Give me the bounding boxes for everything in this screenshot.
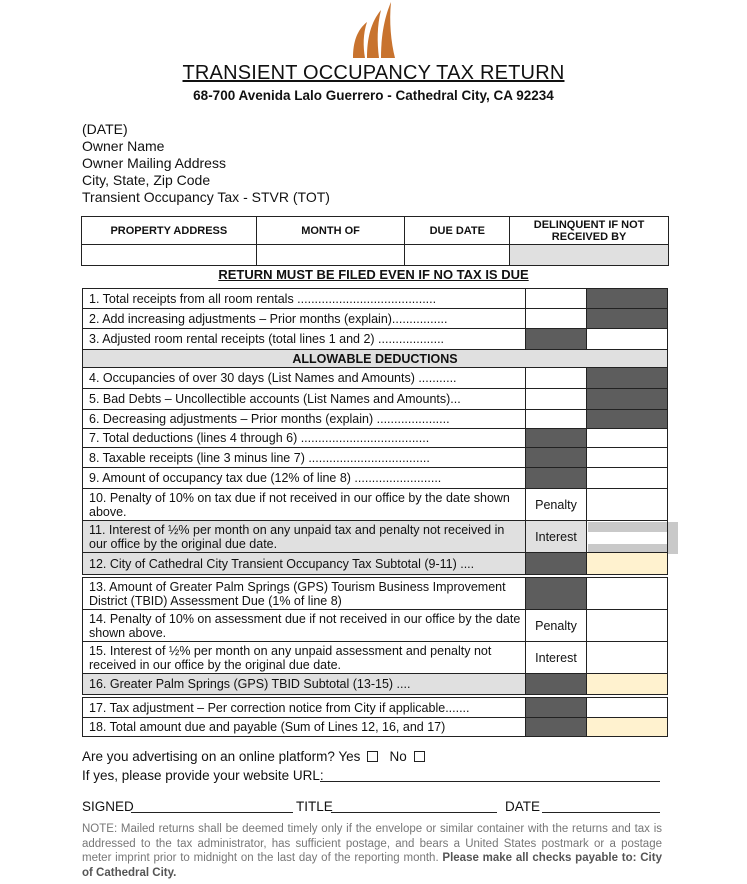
line-16-label: 16. Greater Palm Springs (GPS) TBID Subtotal (13-15) .... (83, 674, 526, 695)
line-3-label: 3. Adjusted room rental receipts (total lines 1 and 2) ................... (83, 329, 526, 350)
owner-mailing-address: Owner Mailing Address (82, 155, 226, 171)
line-9-shaded (526, 468, 587, 489)
line-15-label: 15. Interest of ½% per month on any unpaid assessment and penalty not received in our office by the original due date. (83, 642, 526, 674)
line-17-row (83, 698, 668, 718)
line-6-label: 6. Decreasing adjustments – Prior months (explain) ..................... (83, 410, 526, 429)
line-5-row (83, 389, 668, 410)
line-2-input[interactable] (526, 309, 587, 329)
line-4-row (83, 368, 668, 389)
line-5-input[interactable] (526, 389, 587, 410)
form-subtitle: 68-700 Avenida Lalo Guerrero - Cathedral City, CA 92234 (193, 88, 554, 103)
line-6-row (83, 410, 668, 429)
no-label: No (389, 749, 407, 764)
line-11-row (83, 521, 668, 553)
date-placeholder: (DATE) (82, 121, 128, 137)
advertising-question-text: Are you advertising on an online platform? Yes (82, 749, 361, 764)
line-10-penalty-label: Penalty (526, 489, 587, 521)
tax-type: Transient Occupancy Tax - STVR (TOT) (82, 189, 330, 205)
date-label: DATE (505, 799, 541, 814)
mailing-note-text: NOTE: Mailed returns shall be deemed timely only if the envelope or similar container with the returns and tax is addressed to the tax administrator, has sufficient postage, and bears a United States postmark or a postage meter imprint prior to midnight on the last day of the reporting month. (82, 823, 662, 864)
line-10-input[interactable] (587, 489, 668, 521)
line-14-input[interactable] (587, 610, 668, 642)
property-table (81, 216, 669, 266)
line-16-input[interactable] (587, 674, 668, 695)
line-10-row (83, 489, 668, 521)
line-5-shaded (587, 389, 668, 410)
line-17-label: 17. Tax adjustment – Per correction notice from City if applicable....... (83, 698, 526, 718)
line-18-label: 18. Total amount due and payable (Sum of Lines 12, 16, and 17) (83, 718, 526, 737)
mailing-note-bold: Please make all checks payable to: City of Cathedral City. (82, 852, 662, 879)
allowable-deductions-row (83, 350, 668, 368)
line-14-row (83, 610, 668, 642)
line-2-row (83, 309, 668, 329)
due-date-header: DUE DATE (405, 217, 510, 245)
line-2-shaded (587, 309, 668, 329)
city-state-zip: City, State, Zip Code (82, 172, 211, 188)
website-url-field[interactable] (320, 781, 660, 782)
line-8-input[interactable] (587, 448, 668, 468)
delinquent-header: DELINQUENT IF NOT RECEIVED BY (510, 217, 669, 245)
line-17-input[interactable] (587, 698, 668, 718)
line-3-input[interactable] (587, 329, 668, 350)
line-6-shaded (587, 410, 668, 429)
line-8-label: 8. Taxable receipts (line 3 minus line 7) ................................... (83, 448, 526, 468)
line-1-input[interactable] (526, 289, 587, 309)
owner-name: Owner Name (82, 138, 165, 154)
line-13-shaded (526, 578, 587, 610)
line-17-shaded (526, 698, 587, 718)
title-label: TITLE (296, 799, 333, 814)
line-9-label: 9. Amount of occupancy tax due (12% of line 8) ......................... (83, 468, 526, 489)
month-of-header: MONTH OF (256, 217, 405, 245)
line-15-input[interactable] (587, 642, 668, 674)
line-4-shaded (587, 368, 668, 389)
line-10-label: 10. Penalty of 10% on tax due if not received in our office by the date shown above. (83, 489, 526, 521)
line-1-shaded (587, 289, 668, 309)
line-13-row (83, 578, 668, 610)
signed-label: SIGNED (82, 799, 134, 814)
line-7-input[interactable] (587, 429, 668, 448)
website-question: If yes, please provide your website URL: (82, 768, 324, 783)
line-18-row (83, 718, 668, 737)
yes-checkbox[interactable] (367, 751, 378, 762)
line-9-input[interactable] (587, 468, 668, 489)
line-3-row (83, 329, 668, 350)
line-12-label: 12. City of Cathedral City Transient Occupancy Tax Subtotal (9-11) .... (83, 553, 526, 575)
line-12-input[interactable] (587, 553, 668, 575)
line-7-label: 7. Total deductions (lines 4 through 6) ..................................... (83, 429, 526, 448)
line-15-interest-label: Interest (526, 642, 587, 674)
line-13-input[interactable] (587, 578, 668, 610)
no-checkbox[interactable] (414, 751, 425, 762)
line-7-row (83, 429, 668, 448)
delinquent-field (510, 245, 669, 266)
line-11-input[interactable] (587, 521, 668, 553)
line-12-row (83, 553, 668, 575)
allowable-deductions-heading: ALLOWABLE DEDUCTIONS (83, 350, 668, 368)
line-16-shaded (526, 674, 587, 695)
line-14-penalty-label: Penalty (526, 610, 587, 642)
line-18-shaded (526, 718, 587, 737)
signature-field[interactable] (131, 812, 293, 813)
month-of-field[interactable] (256, 245, 405, 266)
line-5-label: 5. Bad Debts – Uncollectible accounts (List Names and Amounts)... (83, 389, 526, 410)
title-field[interactable] (331, 812, 497, 813)
line-18-input[interactable] (587, 718, 668, 737)
line-4-input[interactable] (526, 368, 587, 389)
filing-notice: RETURN MUST BE FILED EVEN IF NO TAX IS DUE (218, 267, 529, 282)
line-13-label: 13. Amount of Greater Palm Springs (GPS) Tourism Business Improvement District (TBID) Assessment Due (1% of line 8) (83, 578, 526, 610)
line-8-shaded (526, 448, 587, 468)
city-logo-icon (345, 2, 405, 60)
line-12-shaded (526, 553, 587, 575)
date-field[interactable] (542, 812, 660, 813)
line-11-interest-label: Interest (526, 521, 587, 553)
tax-lines-table (82, 288, 668, 737)
line-11-label: 11. Interest of ½% per month on any unpaid tax and penalty not received in our office by the original due date. (83, 521, 526, 553)
line-1-row (83, 289, 668, 309)
line-6-input[interactable] (526, 410, 587, 429)
line-9-row (83, 468, 668, 489)
property-address-header: PROPERTY ADDRESS (82, 217, 257, 245)
line-4-label: 4. Occupancies of over 30 days (List Names and Amounts) ........... (83, 368, 526, 389)
form-title: TRANSIENT OCCUPANCY TAX RETURN (182, 62, 565, 84)
line-8-row (83, 448, 668, 468)
line-16-row (83, 674, 668, 695)
line-7-shaded (526, 429, 587, 448)
due-date-field[interactable] (405, 245, 510, 266)
mailing-note (82, 822, 662, 880)
advertising-question (82, 749, 425, 764)
line-14-label: 14. Penalty of 10% on assessment due if not received in our office by the date shown above. (83, 610, 526, 642)
line-3-shaded (526, 329, 587, 350)
property-address-field[interactable] (82, 245, 257, 266)
line-1-label: 1. Total receipts from all room rentals ........................................ (83, 289, 526, 309)
line-2-label: 2. Add increasing adjustments – Prior months (explain)................ (83, 309, 526, 329)
line-15-row (83, 642, 668, 674)
